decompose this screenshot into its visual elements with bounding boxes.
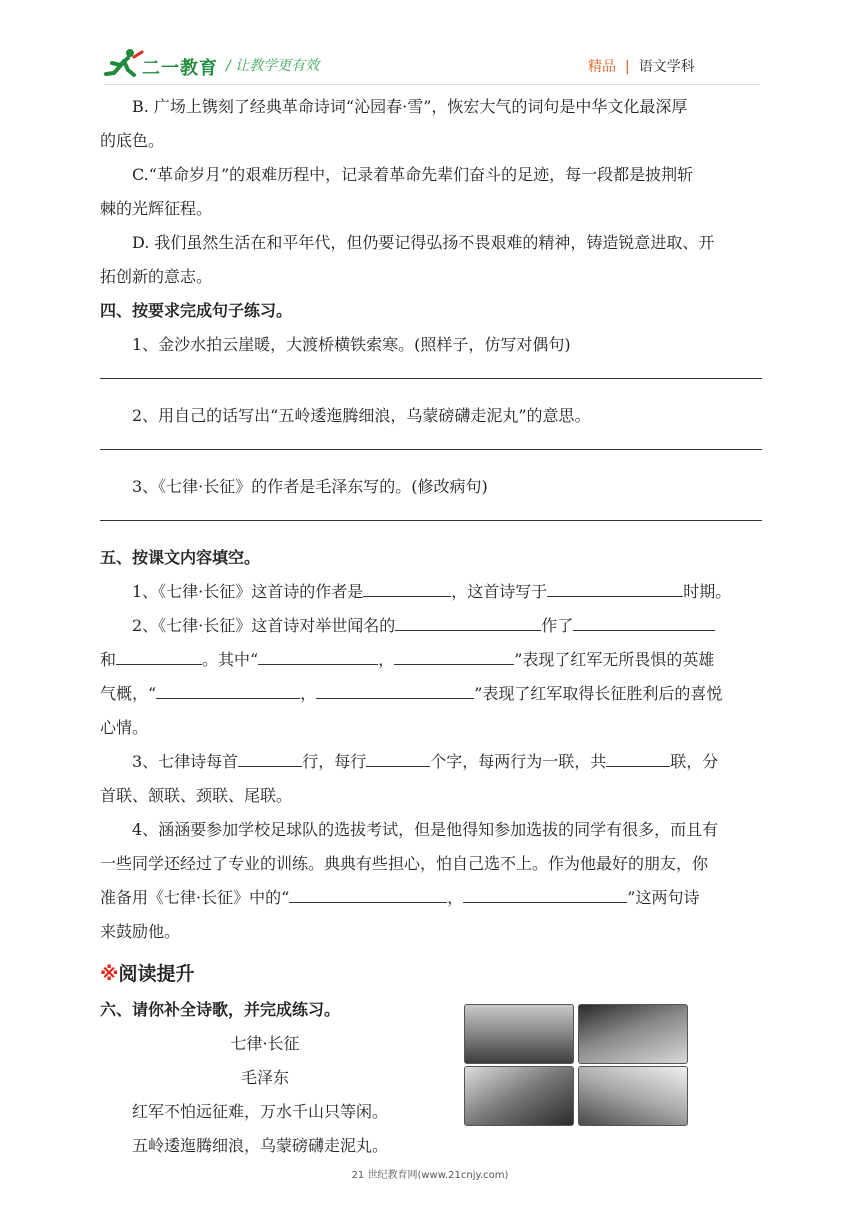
header-tags (588, 56, 695, 76)
s5-q2-text-h: ， (300, 684, 317, 703)
photo-soldiers-mountain (464, 1004, 574, 1064)
s5-q4-line4: 来鼓励他。 (100, 922, 181, 941)
s5-q1-text-b: ，这首诗写于 (451, 582, 548, 601)
brand-name: 二一教育 (142, 58, 218, 79)
reference-mark-icon: ※ (100, 963, 119, 985)
option-d-line1: D. 我们虽然生活在和平年代，但仍要记得弘扬不畏艰难的精神，铸造锐意进取、开 (132, 233, 715, 252)
s5-q1-text-a: 1、《七律·长征》这首诗的作者是 (132, 582, 364, 601)
s5-q4-line3 (100, 881, 762, 915)
s5-q4-text-b: ， (447, 888, 464, 907)
page-header (0, 0, 860, 86)
blank-joy-line-1[interactable] (156, 682, 300, 699)
s4-item3: 3、《七律·长征》的作者是毛泽东写的。(修改病句) (132, 477, 488, 496)
answer-line-2[interactable] (100, 449, 762, 450)
s5-q2-line4: 心情。 (100, 718, 149, 737)
s5-q4-text-c: ”这两句诗 (627, 888, 700, 907)
s5-q2-text-a: 2、《七律·长征》这首诗对举世闻名的 (132, 616, 396, 635)
poem-title: 七律·长征 (230, 1034, 300, 1053)
option-c-line1: C.“革命岁月”的艰难历程中，记录着革命先辈们奋斗的足迹，每一段都是披荆斩 (132, 165, 694, 184)
s5-q3-text-d: 联，分 (670, 752, 719, 771)
s5-q1-text-c: 时期。 (683, 582, 732, 601)
s5-q1 (100, 575, 762, 609)
section6-title: 六、请你补全诗歌，并完成练习。 (100, 1000, 341, 1019)
subject-tag: 语文学科 (638, 59, 695, 75)
photo-snow-mountain (578, 1066, 688, 1126)
header-separator: | (625, 59, 630, 75)
s5-q3-text-a: 3、七律诗每首 (132, 752, 239, 771)
s5-q3-line1 (100, 745, 762, 779)
header-divider (104, 84, 760, 85)
photo-soldiers-charge (578, 1004, 688, 1064)
answer-line-3[interactable] (100, 520, 762, 521)
s5-q3-text-b: 行，每行 (302, 752, 367, 771)
reading-title: 阅读提升 (118, 963, 195, 985)
s4-item1: 1、金沙水拍云崖暖，大渡桥横铁索寒。(照样子，仿写对偶句) (132, 335, 571, 354)
brand-logo (104, 48, 224, 80)
quality-tag: 精品 (588, 59, 616, 75)
s5-q2-text-d: 。其中“ (202, 650, 259, 669)
reading-heading (100, 957, 762, 991)
long-march-photos (464, 1004, 688, 1126)
slogan: / 让教学更有效 (226, 58, 320, 74)
blank-couplets-count[interactable] (606, 750, 670, 767)
page-footer: 21 世纪教育网(www.21cnjy.com) (351, 1170, 509, 1181)
s5-q2-line1 (100, 609, 762, 643)
blank-heroic-line-2[interactable] (394, 648, 514, 665)
s5-q2-line3 (100, 677, 762, 711)
option-b-line1: B. 广场上镌刻了经典革命诗词“沁园春·雪”，恢宏大气的词句是中华文化最深厚 (132, 97, 688, 116)
blank-poem-line-1[interactable] (289, 886, 447, 903)
option-c-line2: 棘的光辉征程。 (100, 199, 213, 218)
s5-q4-text-a: 准备用《七律·长征》中的“ (100, 888, 290, 907)
s5-q2-text-f: ”表现了红军无所畏惧的英雄 (514, 650, 715, 669)
option-d-line2: 拓创新的意志。 (100, 267, 213, 286)
s5-q2-text-g: 气概，“ (100, 684, 157, 703)
blank-author[interactable] (363, 580, 451, 597)
blank-chars-count[interactable] (366, 750, 430, 767)
blank-poem-line-2[interactable] (463, 886, 627, 903)
s5-q2-text-c: 和 (100, 650, 117, 669)
blank-description-1[interactable] (573, 614, 715, 631)
s5-q4-line1: 4、涵涵要参加学校足球队的选拔考试，但是他得知参加选拔的同学有很多，而且有 (132, 820, 719, 839)
poem-author: 毛泽东 (240, 1068, 289, 1087)
s5-q2-text-e: ， (378, 650, 395, 669)
answer-line-1[interactable] (100, 378, 762, 379)
worksheet-body (100, 90, 762, 1163)
blank-heroic-line-1[interactable] (258, 648, 378, 665)
poem-block (100, 1027, 430, 1163)
runner-logo-icon (104, 48, 144, 78)
s5-q2-text-b: 作了 (541, 616, 574, 635)
photo-iron-bridge (464, 1066, 574, 1126)
section4-title: 四、按要求完成句子练习。 (100, 301, 293, 320)
poem-line-1: 红军不怕远征难，万水千山只等闲。 (132, 1102, 389, 1121)
s5-q4-line2: 一些同学还经过了专业的训练。典典有些担心，怕自己选不上。作为他最好的朋友，你 (100, 854, 709, 873)
section5-title: 五、按课文内容填空。 (100, 548, 261, 567)
blank-description-2[interactable] (116, 648, 202, 665)
blank-joy-line-2[interactable] (316, 682, 474, 699)
s5-q2-text-i: ”表现了红军取得长征胜利后的喜悦 (474, 684, 723, 703)
s5-q3-line2: 首联、颔联、颈联、尾联。 (100, 786, 293, 805)
s5-q3-text-c: 个字，每两行为一联，共 (430, 752, 607, 771)
s5-q2-line2 (100, 643, 762, 677)
blank-event[interactable] (395, 614, 541, 631)
poem-line-2: 五岭逶迤腾细浪，乌蒙磅礴走泥丸。 (132, 1136, 389, 1155)
blank-period[interactable] (547, 580, 683, 597)
blank-lines-count[interactable] (238, 750, 302, 767)
option-b-line2: 的底色。 (100, 131, 165, 150)
s4-item2: 2、用自己的话写出“五岭逶迤腾细浪，乌蒙磅礴走泥丸”的意思。 (132, 406, 591, 425)
